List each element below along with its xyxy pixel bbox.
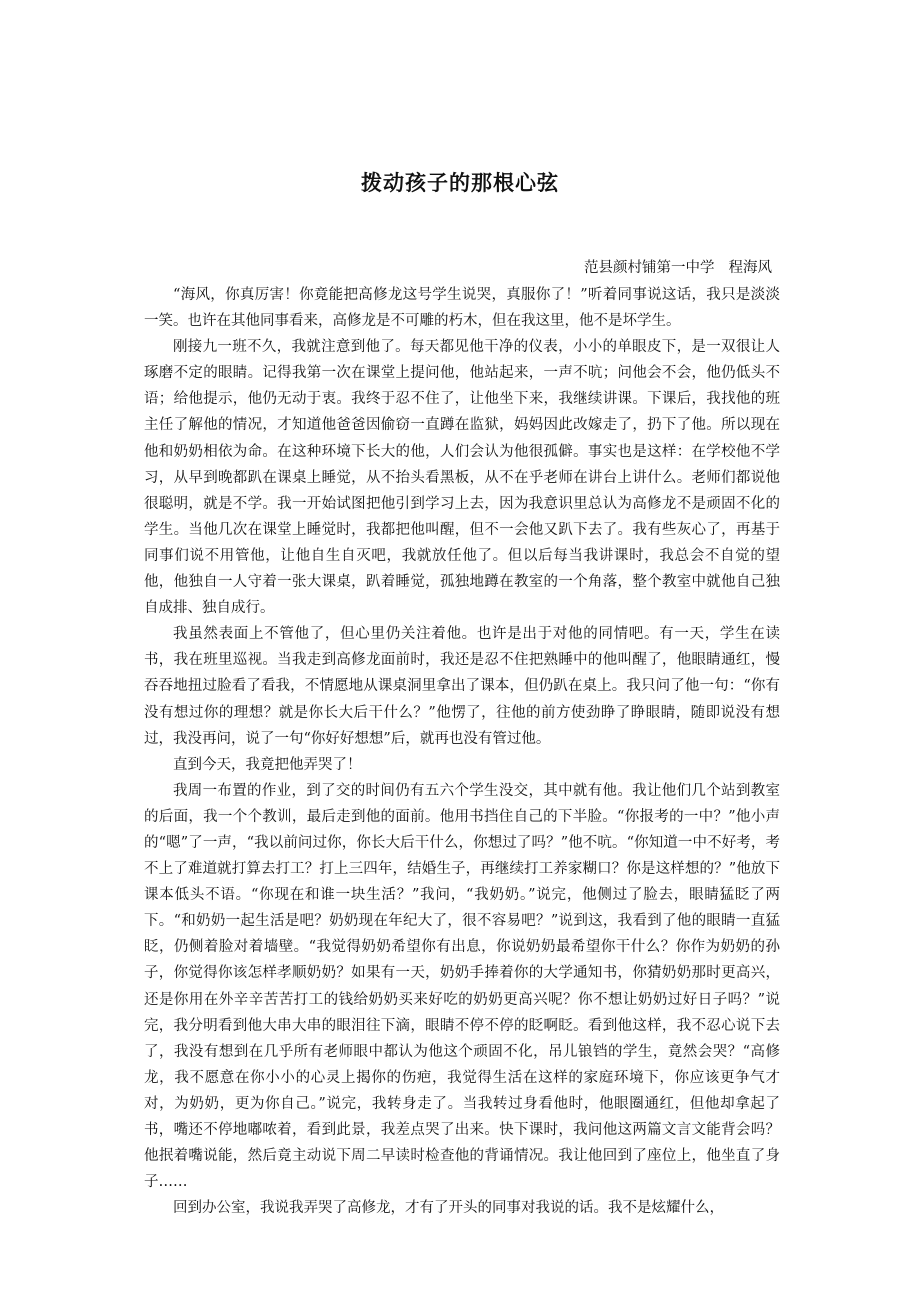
paragraph: 直到今天，我竟把他弄哭了！ xyxy=(173,756,362,773)
paragraph: 回到办公室，我说我弄哭了高修龙，才有了开头的同事对我说的话。我不是炫耀什么， xyxy=(173,1200,724,1217)
article-body xyxy=(144,282,780,1221)
author-line xyxy=(584,258,772,278)
author-school: 范县颜村铺第一中学 xyxy=(584,260,715,276)
paragraph: 我周一布置的作业，到了交的时间仍有五六个学生没交，其中就有他。我让他们几个站到教室的后面，我一个个教训，最后走到他的面前。他用书挡住自己的下半脸。“你报考的一中？”他小声的“嗯”了一声，“我以前问过你，你长大后干什么，你想过了吗？”他不吭。“你知道一中不好考，考不上了难道就打算去打工？打上三四年，结婚生子，再继续打工养家糊口？你是这样想的？”他放下课本低头不语。“你现在和谁一块生活？”我问，“我奶奶。”说完，他侧过了脸去，眼睛猛眨了两下。“和奶奶一起生活是吧？奶奶现在年纪大了，很不容易吧？”说到这，我看到了他的眼睛一直猛眨，仍侧着脸对着墙壁。“我觉得奶奶希望你有出息，你说奶奶最希望你干什么？你作为奶奶的孙子，你觉得你该怎样孝顺奶奶？如果有一天，奶奶手捧着你的大学通知书，你猜奶奶那时更高兴，还是你用在外辛辛苦苦打工的钱给奶奶买来好吃的奶奶更高兴呢？你不想让奶奶过好日子吗？”说完，我分明看到他大串大串的眼泪往下滴，眼睛不停不停的眨啊眨。看到他这样，我不忍心说下去了，我没有想到在几乎所有老师眼中都认为他这个顽固不化，吊儿锒铛的学生，竟然会哭？“高修龙，我不愿意在你小小的心灵上揭你的伤疤，我觉得生活在这样的家庭环境下，你应该更争气才对，为奶奶，更为你自己。”说完，我转身走了。当我转过身看他时，他眼圈通红，但他却拿起了书，嘴还不停地嘟哝着，看到此景，我差点哭了出来。快下课时，我问他这两篇文言文能背会吗？他抿着嘴说能，然后竟主动说下周二早读时检查他的背诵情况。我让他回到了座位上，他坐直了身子…… xyxy=(144,782,780,1191)
paragraph: “海风，你真厉害！你竟能把高修龙这号学生说哭，真服你了！”听着同事说这话，我只是淡淡一笑。也许在其他同事看来，高修龙是不可雕的朽木，但在我这里，他不是坏学生。 xyxy=(144,287,780,330)
document-title: 拨动孩子的那根心弦 xyxy=(361,171,559,195)
author-name: 程海风 xyxy=(728,260,772,276)
paragraph: 刚接九一班不久，我就注意到他了。每天都见他干净的仪表，小小的单眼皮下，是一双很让人琢磨不定的眼睛。记得我第一次在课堂上提问他，他站起来，一声不吭；问他会不会，他仍低头不语；给他提示，他仍无动于衷。我终于忍不住了，让他坐下来，我继续讲课。下课后，我找他的班主任了解他的情况，才知道他爸爸因偷窃一直蹲在监狱，妈妈因此改嫁走了，扔下了他。所以现在他和奶奶相依为命。在这种环境下长大的他，人们会认为他很孤僻。事实也是这样：在学校他不学习，从早到晚都趴在课桌上睡觉，从不抬头看黑板，从不在乎老师在讲台上讲什么。老师们都说他很聪明，就是不学。我一开始试图把他引到学习上去，因为我意识里总认为高修龙不是顽固不化的学生。当他几次在课堂上睡觉时，我都把他叫醒，但不一会他又趴下去了。我有些灰心了，再基于同事们说不用管他，让他自生自灭吧，我就放任他了。但以后每当我讲课时，我总会不自觉的望他，他独自一人守着一张大课桌，趴着睡觉，孤独地蹲在教室的一个角落，整个教室中就他自己独自成排、独自成行。 xyxy=(144,339,780,617)
paragraph: 我虽然表面上不管他了，但心里仍关注着他。也许是出于对他的同情吧。有一天，学生在读书，我在班里巡视。当我走到高修龙面前时，我还是忍不住把熟睡中的他叫醒了，他眼睛通红，慢吞吞地扭过脸看了看我，不情愿地从课桌洞里拿出了课本，但仍趴在桌上。我只问了他一句：“你有没有想过你的理想？就是你长大后干什么？”他愣了，往他的前方使劲睁了睁眼睛，随即说没有想过，我没再问，说了一句“你好好想想”后，就再也没有管过他。 xyxy=(144,626,780,747)
